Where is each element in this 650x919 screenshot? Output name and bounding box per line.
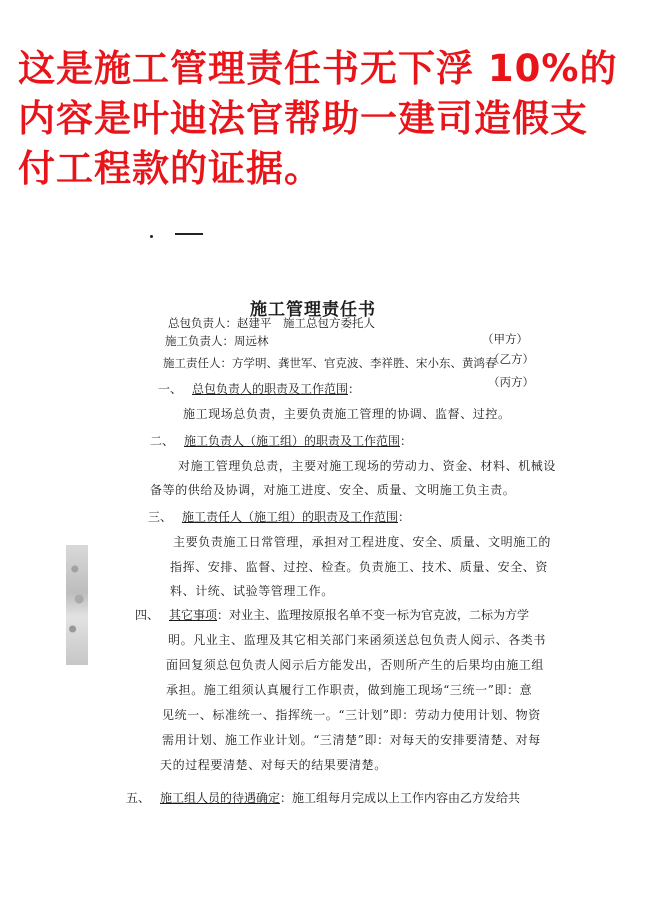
section-title: 施工责任人（施工组）的职责及工作范围: [182, 510, 399, 524]
section-4-heading: [135, 606, 529, 623]
document-title: 施工管理责任书: [250, 300, 376, 320]
section-4-line: 面回复须总包负责人阅示后方能发出，否则所产生的后果均由施工组: [166, 658, 545, 672]
party-responsible: [163, 355, 497, 371]
section-number: 四、: [135, 608, 160, 622]
section-3-line: 料、计统、试验等管理工作。: [170, 584, 334, 598]
party-value: 周远林: [234, 334, 269, 348]
section-number: 三、: [148, 510, 173, 524]
section-1-heading: [158, 380, 360, 397]
party-tag-a: （甲方）: [482, 332, 528, 346]
party-value: 方学明、龚世军、官克波、李祥胜、宋小东、黄鸿春: [232, 356, 497, 370]
section-3-line: 主要负责施工日常管理，承担对工程进度、安全、质量、文明施工的: [173, 535, 552, 549]
section-4-line: 需用计划、施工作业计划。“三清楚”即：对每天的安排要清楚、对每: [162, 733, 541, 747]
party-tag-b: （乙方）: [488, 352, 534, 366]
scan-speck: [150, 235, 153, 238]
section-5-heading: [126, 789, 520, 806]
section-number: 一、: [158, 382, 183, 396]
caption-line-2: 内容是叶迪法官帮助一建司造假支: [18, 97, 588, 140]
party-label: 总包负责人：: [168, 316, 237, 330]
party-construction: [165, 333, 269, 349]
section-3-heading: [148, 508, 410, 525]
scanned-document: [0, 225, 650, 919]
section-4-line: 承担。施工组须认真履行工作职责，做到施工现场“三统一”即：意: [166, 683, 533, 697]
section-2-line: 对施工管理负总责，主要对施工现场的劳动力、资金、材料、机械设: [178, 459, 557, 473]
section-2-line: 备等的供给及协调，对施工进度、安全、质量、文明施工负主责。: [150, 483, 516, 497]
party-value: 赵建平 施工总包方委托人: [237, 316, 375, 330]
section-1-line: 施工现场总负责，主要负责施工管理的协调、监督、过控。: [183, 407, 511, 421]
section-title: 施工组人员的待遇确定: [160, 791, 281, 805]
section-title: 其它事项: [169, 608, 218, 622]
section-4-line: 明。凡业主、监理及其它相关部门来函须送总包负责人阅示、各类书: [168, 633, 547, 647]
party-label: 施工负责人：: [165, 334, 234, 348]
scan-mark: [175, 233, 203, 235]
party-tag-c: （丙方）: [488, 375, 534, 389]
section-4-line: 见统一、标准统一、指挥统一。“三计划”即：劳动力使用计划、物资: [162, 708, 541, 722]
section-tail: ：: [348, 382, 361, 396]
section-number: 五、: [126, 791, 151, 805]
section-title: 总包负责人的职责及工作范围: [192, 382, 349, 396]
red-caption: [18, 44, 638, 194]
caption-line-1: 这是施工管理责任书无下浮 10%的: [18, 47, 618, 90]
section-3-line: 指挥、安排、监督、过控、检查。负责施工、技术、质量、安全、资: [170, 560, 549, 574]
section-tail: ：: [398, 510, 411, 524]
section-tail: ：施工组每月完成以上工作内容由乙方发给共: [280, 791, 521, 805]
section-number: 二、: [150, 434, 175, 448]
section-4-line: 天的过程要清楚、对每天的结果要清楚。: [160, 758, 387, 772]
section-tail: ：: [400, 434, 413, 448]
seal-stamp-icon: [66, 545, 88, 665]
section-title: 施工负责人（施工组）的职责及工作范围: [184, 434, 401, 448]
party-general: [168, 315, 375, 331]
section-2-heading: [150, 432, 412, 449]
party-label: 施工责任人：: [163, 356, 232, 370]
caption-line-3: 付工程款的证据。: [18, 147, 322, 190]
section-tail: ：对业主、监理按原报名单不变一标为官克波，二标为方学: [217, 608, 530, 622]
